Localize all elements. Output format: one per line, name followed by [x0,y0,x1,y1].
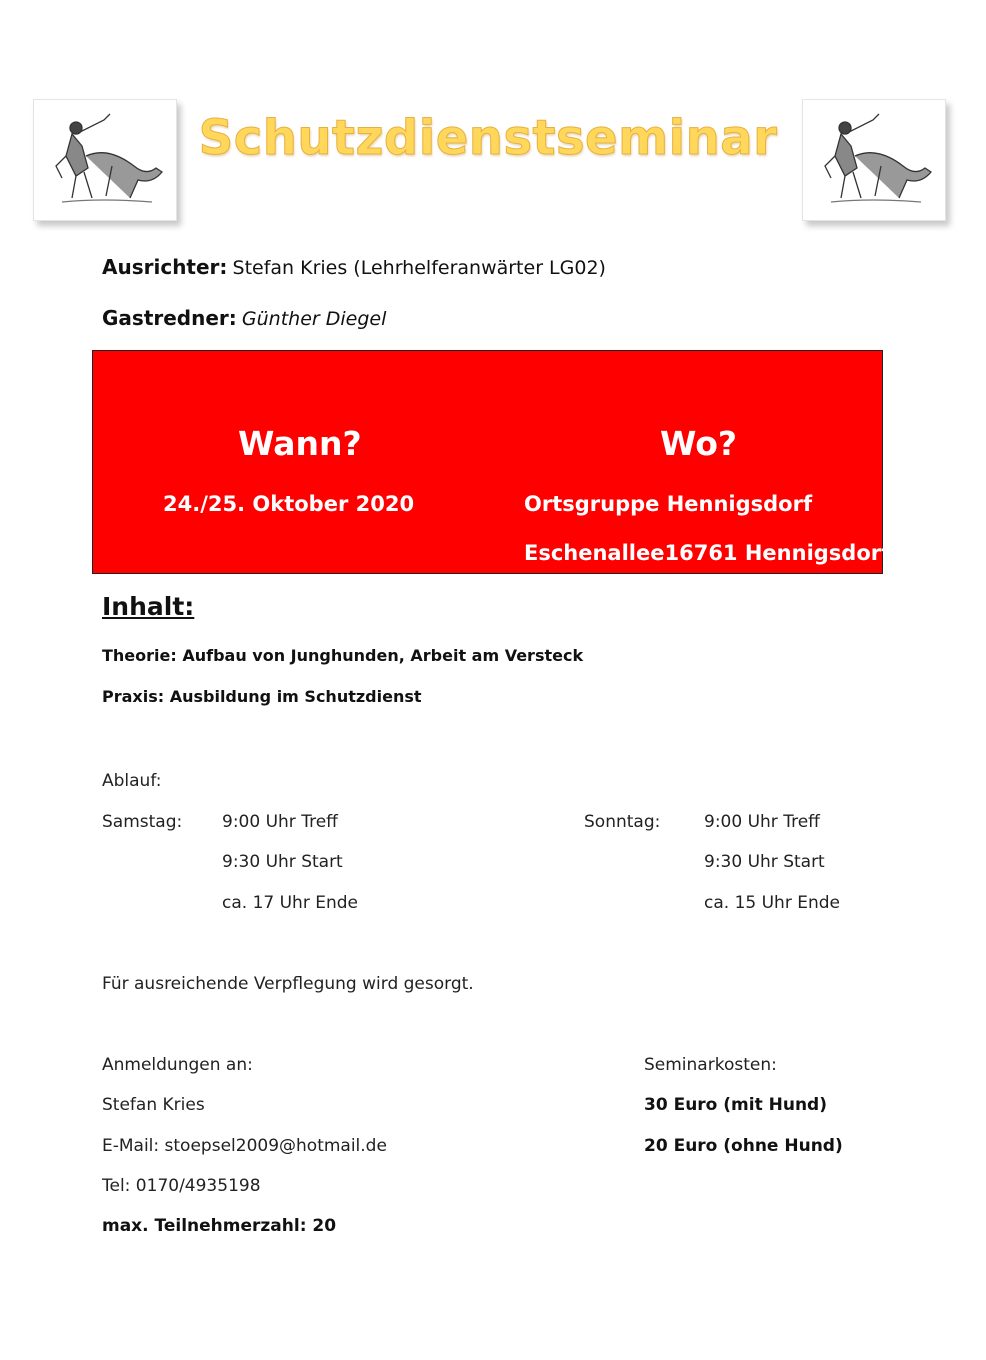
saturday-item: ca. 17 Uhr Ende [222,893,358,913]
saturday-item: 9:00 Uhr Treff [222,812,338,832]
costs-label: Seminarkosten: [644,1055,777,1075]
saturday-label: Samstag: [102,812,183,832]
registration-label: Anmeldungen an: [102,1055,253,1075]
organizer-line [102,255,606,279]
schedule-label: Ablauf: [102,771,162,791]
logo-right [802,99,946,221]
catering-note: Für ausreichende Verpflegung wird gesorgt. [102,974,474,994]
where-line-2: Eschenallee16761 Hennigsdorf [524,541,891,565]
when-value: 24./25. Oktober 2020 [163,492,415,516]
organizer-label: Ausrichter: [102,255,228,279]
organizer-value: Stefan Kries (Lehrhelferanwärter LG02) [232,257,606,279]
where-line-1: Ortsgruppe Hennigsdorf [524,492,813,516]
sunday-item: 9:00 Uhr Treff [704,812,820,832]
sunday-item: ca. 15 Uhr Ende [704,893,840,913]
registration-name: Stefan Kries [102,1095,205,1115]
saturday-item: 9:30 Uhr Start [222,852,343,872]
logo-left [33,99,177,221]
cost-with-dog: 30 Euro (mit Hund) [644,1095,827,1115]
cost-without-dog: 20 Euro (ohne Hund) [644,1136,843,1156]
guest-label: Gastredner: [102,306,237,330]
max-participants: max. Teilnehmerzahl: 20 [102,1216,337,1236]
guest-value: Günther Diegel [241,308,387,330]
where-heading: Wo? [660,424,738,463]
dog-training-illustration-icon [811,106,937,212]
content-practice: Praxis: Ausbildung im Schutzdienst [102,687,422,706]
info-box [92,350,891,574]
sunday-label: Sonntag: [584,812,661,832]
sunday-item: 9:30 Uhr Start [704,852,825,872]
content-theory: Theorie: Aufbau von Junghunden, Arbeit am Versteck [102,646,584,665]
dog-training-illustration-icon [42,106,168,212]
registration-phone: Tel: 0170/4935198 [102,1176,261,1196]
content-heading: Inhalt: [102,592,195,621]
guest-line [102,306,386,330]
page-title: Schutzdienstseminar [198,110,778,166]
when-heading: Wann? [238,424,362,463]
registration-email[interactable]: E-Mail: stoepsel2009@hotmail.de [102,1136,387,1156]
